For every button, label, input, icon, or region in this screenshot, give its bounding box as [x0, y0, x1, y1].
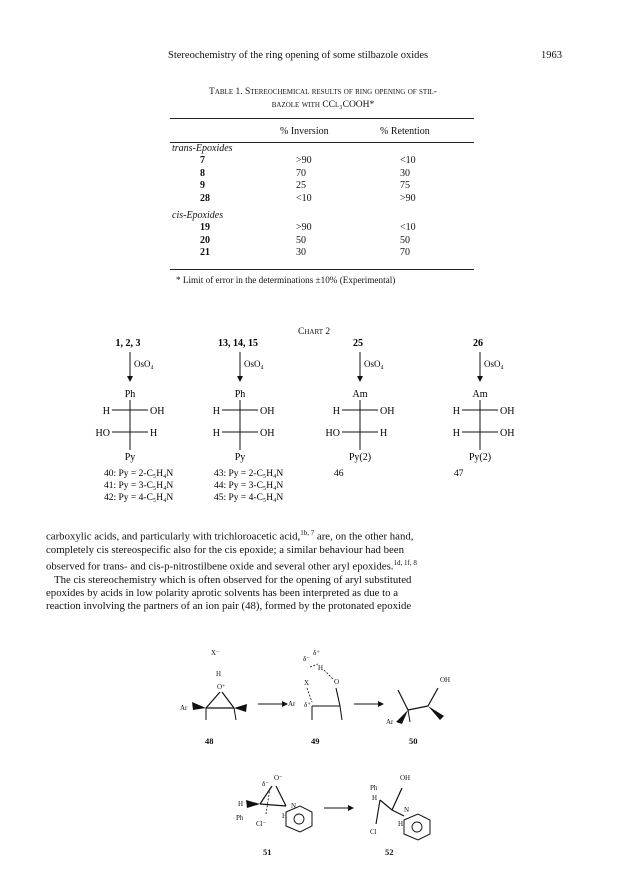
right-substituent: OH — [500, 406, 515, 417]
reaction-scheme — [0, 640, 624, 870]
inversion-cell: 30 — [296, 247, 306, 258]
body-line-4: The cis stereochemistry which is often observed for the opening of aryl substituted — [54, 573, 412, 586]
delta-plus-label: δ⁺ — [304, 701, 311, 709]
h-label: H — [216, 670, 222, 678]
compound-cell: 8 — [200, 167, 205, 179]
left-substituent: HO — [95, 428, 110, 439]
inversion-cell: 25 — [296, 180, 306, 191]
product-label: 46 — [334, 469, 344, 479]
compound-cell: 9 — [200, 180, 205, 191]
compound-cell: 7 — [200, 155, 205, 166]
product-label: 45: Py = 4-C₅H₄N — [214, 493, 284, 503]
label-49: 49 — [311, 736, 320, 746]
product-label: 43: Py = 2-C₅H₄N — [214, 469, 284, 479]
starting-epoxide-label: 26 — [473, 338, 483, 349]
retention-cell: 75 — [400, 180, 410, 191]
group-cis-label: cis-Epoxides — [172, 210, 224, 221]
table-caption-line2: bazole with CCl₃COOH* — [271, 100, 375, 110]
bond — [392, 788, 402, 810]
product-label: 42: Py = 4-C₅H₄N — [104, 493, 174, 503]
right-substituent: OH — [380, 406, 395, 417]
ar-label: Ar — [180, 704, 188, 712]
table-bottom-rule — [170, 269, 474, 270]
oh-label: OH — [440, 676, 451, 684]
partial-bond — [307, 688, 312, 702]
left-substituent: H — [212, 406, 220, 417]
ar-label: Ar — [386, 718, 394, 726]
arrow-head — [357, 376, 363, 382]
body-line-1: carboxylic acids, and particularly with trichloroacetic acid,$^{1b, 7}$ are, on the other hand, — [46, 529, 414, 543]
wedge-bond — [192, 702, 206, 710]
arrow-head — [348, 805, 354, 811]
table-caption — [158, 86, 488, 112]
label-51: 51 — [263, 847, 272, 857]
h-label: H — [318, 664, 324, 672]
body-line-2: completely cis stereospecific also for the cis epoxide; a similar behaviour had been — [46, 543, 404, 556]
left-substituent: H — [332, 406, 340, 417]
retention-cell: >90 — [400, 192, 416, 204]
aromatic-circle — [412, 822, 422, 832]
compound-cell: 28 — [200, 192, 210, 204]
left-substituent: H — [452, 406, 460, 417]
bottom-substituent: Py — [124, 452, 136, 463]
pyridine-ring — [404, 814, 430, 840]
oh-label: OH — [400, 774, 411, 782]
retention-cell: <10 — [400, 155, 416, 166]
chart-title: Chart 2 — [298, 327, 331, 337]
wedge-bond — [396, 710, 408, 724]
bond — [376, 800, 380, 824]
label-50: 50 — [409, 736, 418, 746]
wedge-bond — [428, 706, 444, 720]
ar-label: Ar — [288, 700, 296, 708]
bond — [234, 708, 236, 720]
bond — [336, 688, 340, 706]
bond — [398, 690, 408, 710]
col-header-retention: % Retention — [380, 126, 430, 137]
inversion-cell: <10 — [296, 192, 312, 204]
left-substituent: HO — [325, 428, 340, 439]
col-header-inversion: % Inversion — [280, 126, 329, 137]
retention-cell: 50 — [400, 234, 410, 246]
page-number: 1963 — [541, 50, 562, 61]
h-label: H — [398, 820, 404, 828]
ph-label: Ph — [236, 814, 244, 822]
left-substituent: H — [102, 406, 110, 417]
retention-cell: 30 — [400, 167, 410, 179]
retention-cell: <10 — [400, 222, 416, 233]
o-label: O — [334, 678, 340, 686]
right-substituent: H — [380, 428, 388, 439]
cl-minus-label: Cl⁻ — [256, 820, 267, 828]
running-title: Stereochemistry of the ring opening of some stilbazole oxides — [168, 50, 429, 61]
structure-50 — [386, 676, 450, 726]
bottom-substituent: Py(2) — [468, 452, 492, 463]
inversion-cell: >90 — [296, 155, 312, 166]
bond — [392, 810, 404, 816]
bond — [428, 688, 438, 706]
starting-epoxide-label: 25 — [353, 338, 363, 349]
top-substituent: Ph — [124, 389, 136, 400]
bottom-substituent: Py(2) — [348, 452, 372, 463]
left-substituent: H — [452, 428, 460, 439]
structure-51 — [236, 774, 312, 832]
bond — [380, 800, 392, 810]
top-substituent: Ph — [234, 389, 246, 400]
bond — [276, 786, 286, 806]
bond — [206, 692, 220, 708]
right-substituent: H — [150, 428, 158, 439]
x-label: X — [304, 679, 310, 687]
chart2-diagram — [0, 336, 624, 506]
inversion-cell: 70 — [296, 167, 306, 179]
starting-epoxide-label: 13, 14, 15 — [218, 338, 258, 349]
pyridine-ring — [286, 806, 312, 832]
arrow-head — [477, 376, 483, 382]
partial-bond — [310, 664, 318, 667]
delta-plus-label: δ⁺ — [313, 649, 320, 657]
reagent-label: OsO₄ — [244, 359, 264, 369]
reagent-label: OsO₄ — [484, 359, 504, 369]
body-paragraph — [46, 527, 566, 613]
retention-cell: 70 — [400, 247, 410, 258]
top-substituent: Am — [472, 389, 488, 400]
table-top-rule — [170, 118, 474, 119]
bond — [222, 692, 234, 708]
right-substituent: OH — [260, 428, 275, 439]
structure-48 — [180, 649, 247, 720]
starting-epoxide-label: 1, 2, 3 — [115, 338, 141, 349]
label-48: 48 — [205, 736, 214, 746]
bond — [340, 706, 342, 720]
structure-49 — [288, 649, 342, 720]
right-substituent: OH — [150, 406, 165, 417]
table-caption-line1: Table 1. Stereochemical results of ring opening of stil- — [209, 87, 437, 97]
x-minus-label: X⁻ — [211, 649, 220, 657]
product-label: 41: Py = 3-C₅H₄N — [104, 481, 174, 491]
inversion-cell: 50 — [296, 234, 306, 246]
right-substituent: OH — [260, 406, 275, 417]
h-label: H — [238, 800, 244, 808]
structure-52 — [370, 774, 430, 840]
top-substituent: Am — [352, 389, 368, 400]
bond — [408, 710, 410, 722]
compound-cell: 21 — [200, 247, 210, 258]
arrow-head — [378, 701, 384, 707]
product-label: 44: Py = 3-C₅H₄N — [214, 481, 284, 491]
cl-label: Cl — [370, 828, 377, 836]
delta-minus-label: δ⁻ — [303, 655, 310, 663]
o-plus-label: O⁺ — [217, 683, 226, 691]
partial-bond — [324, 670, 334, 680]
reagent-label: OsO₄ — [364, 359, 384, 369]
n-label: N — [404, 806, 410, 814]
product-label: 47 — [454, 469, 464, 479]
product-label: 40: Py = 2-C₅H₄N — [104, 469, 174, 479]
bottom-substituent: Py — [234, 452, 246, 463]
body-line-5: epoxides by acids in low polarity aprotic solvents has been interpreted as due to a — [46, 587, 399, 599]
aromatic-circle — [294, 814, 304, 824]
bond — [408, 706, 428, 710]
left-substituent: H — [212, 428, 220, 439]
delta-minus-label: δ⁻ — [262, 780, 269, 788]
o-label: O⁻ — [274, 774, 283, 782]
reagent-label: OsO₄ — [134, 359, 154, 369]
table-footnote: * Limit of error in the determinations ±10% (Experimental) — [176, 275, 396, 285]
group-trans-label: trans-Epoxides — [172, 143, 233, 154]
inversion-cell: >90 — [296, 222, 312, 233]
wedge-bond — [246, 800, 260, 808]
right-substituent: OH — [500, 428, 515, 439]
n-label: N — [291, 802, 297, 810]
compound-cell: 19 — [200, 222, 210, 233]
bond — [260, 804, 286, 806]
body-line-3: observed for trans- and cis-p-nitrostilbene oxide and several other aryl epoxides.$^{1d, 1f, 8}$ — [46, 559, 417, 573]
compound-cell: 20 — [200, 234, 210, 246]
body-line-6: reaction involving the partners of an ion pair (48), formed by the protonated epoxide — [46, 600, 412, 613]
label-52: 52 — [385, 847, 394, 857]
h-label: H — [372, 794, 378, 802]
arrow-head — [237, 376, 243, 382]
wedge-bond — [234, 704, 247, 712]
arrow-head — [127, 376, 133, 382]
h-label: H — [282, 812, 288, 820]
ph-label: Ph — [370, 784, 378, 792]
